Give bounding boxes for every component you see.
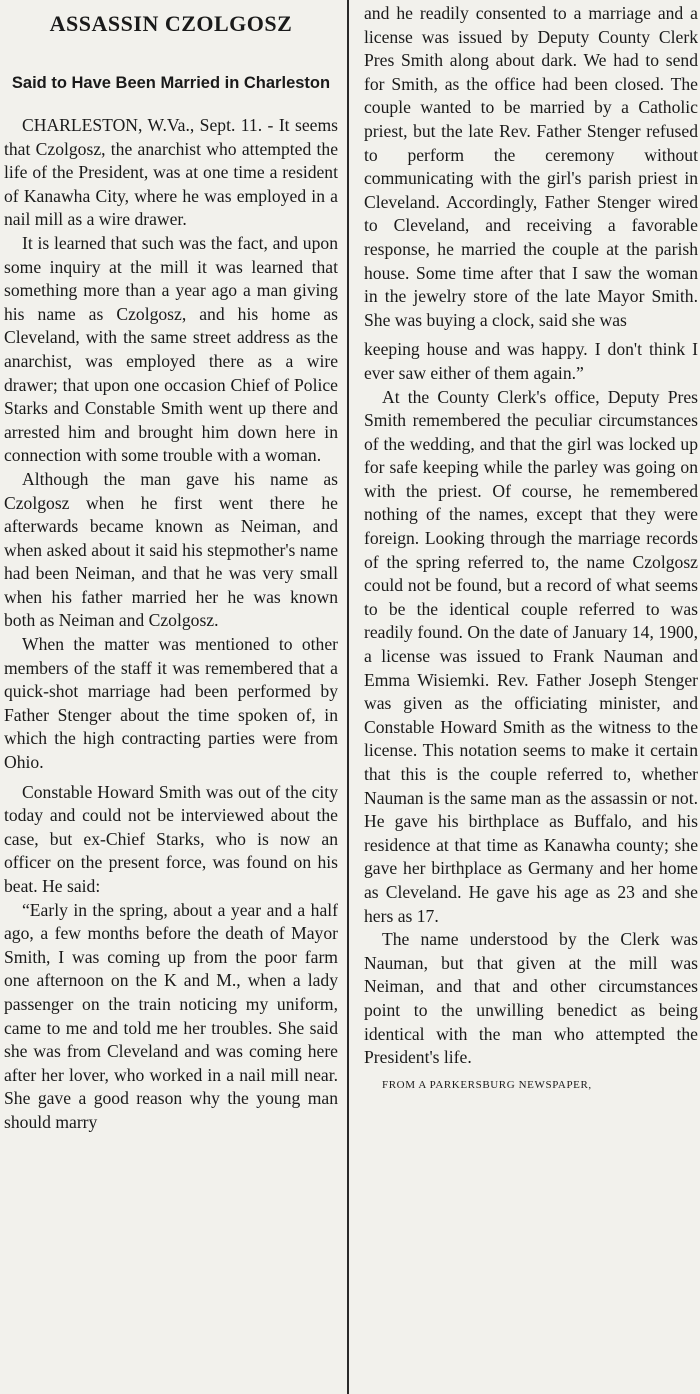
paragraph: The name understood by the Clerk was Nauman, but that given at the mill was Neiman, and that and other circumstances point to the unwilling benedict as being identical with the man who attempted the President's life. — [364, 929, 698, 1068]
paragraph: keeping house and was happy. I don't think I ever saw either of them again.” — [364, 339, 698, 383]
paragraph: CHARLESTON, W.Va., Sept. 11. - It seems that Czolgosz, the anarchist who attempted the life of the President, was at one time a resident of Kanawha City, where he was employed in a nail mill as a wire drawer. — [4, 115, 338, 230]
paragraph: When the matter was mentioned to other members of the staff it was remembered that a quick-shot marriage had been performed by Father Stenger about the time spoken of, in which the high contracting parties were from Ohio. — [4, 634, 338, 773]
column-divider — [347, 0, 349, 1394]
paragraph: It is learned that such was the fact, and upon some inquiry at the mill it was learned that something more than a year ago a man giving his name as Czolgosz, and his home as Cleveland, with the same street address as the anarchist, was employed there as a wire drawer; that upon one occasion Chief of Police Starks and Constable Smith went up there and arrested him and brought him down here in connection with some trouble with a woman. — [4, 232, 338, 466]
paragraph: Although the man gave his name as Czolgosz when he first went there he afterwards became known as Neiman, and when asked about it said his stepmother's name had been Neiman, and that he was very small when his father married her he was known both as Neiman and Czolgosz. — [4, 468, 338, 631]
subhead: Said to Have Been Married in Charleston — [11, 74, 331, 92]
right-column — [364, 0, 698, 1097]
paragraph: At the County Clerk's office, Deputy Pres Smith remembered the peculiar circumstances of the wedding, and that the girl was locked up for safe keeping while the parley was going on with the priest. Of course, he remembered nothing of the names, except that they were foreign. Looking through the marriage records of the spring referred to, the name Czolgosz could not be found, but a record of what seems to be the identical couple referred to was readily found. On the date of January 14, 1900, a license was issued to Frank Nauman and Emma Wisiemki. Rev. Father Joseph Stenger was given as the officiating minister, and Constable Howard Smith as the witness to the license. This notation seems to make it certain that this is the couple referred to, whether Nauman is the same man as the assassin or not. He gave his birthplace as Buffalo, and his residence at that time as Kanawha county; she gave her birthplace as Germany and her home as Cleveland. He gave his age as 23 and she hers as 17. — [364, 386, 698, 926]
source-credit: FROM A PARKERSBURG NEWSPAPER, — [382, 1078, 592, 1091]
paragraph: “Early in the spring, about a year and a half ago, a few months before the death of Mayor Smith, I was coming up from the poor farm one afternoon on the K and M., when a lady passenger on the train noticing my uniform, came to me and told me her troubles. She said she was from Cleveland and was coming here after her lover, who worked in a nail mill near. She gave a good reason why the young man should marry — [4, 899, 338, 1132]
paragraph: Constable Howard Smith was out of the city today and could not be interviewed about the case, but ex-Chief Starks, who is now an officer on the present force, was found on his beat. He said: — [4, 781, 338, 896]
headline: ASSASSIN CZOLGOSZ — [49, 11, 293, 36]
left-column — [4, 0, 338, 1135]
paragraph: and he readily consented to a marriage and a license was issued by Deputy County Clerk Pres Smith along about dark. We had to send for Smith, as the office had been closed. The couple wanted to be married by a Catholic priest, but the late Rev. Father Stenger refused to perform the ceremony without communicating with the girl's parish priest in Cleveland. Accordingly, Father Stenger wired to Cleveland, and receiving a favorable response, he married the couple at the parish house. Some time after that I saw the woman in the jewelry store of the late Mayor Smith. She was buying a clock, said she was — [364, 3, 698, 330]
